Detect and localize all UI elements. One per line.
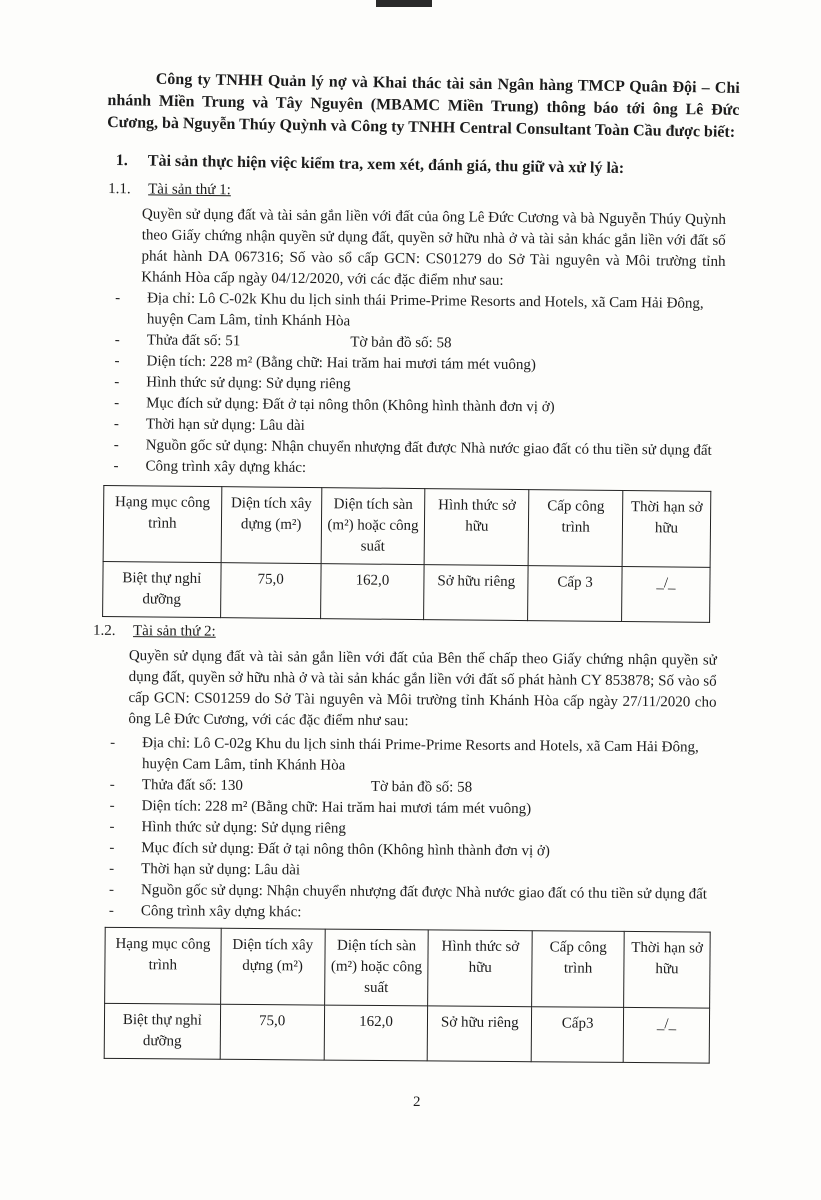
table-row	[104, 1003, 709, 1063]
intro-paragraph: Công ty TNHH Quản lý nợ và Khai thác tài sản Ngân hàng TMCP Quân Đội – Chi nhánh Miền Trung và Tây Nguyên (MBAMC Miền Trung) thông báo tới ông Lê Đức Cương, bà Nguyễn Thúy Quỳnh và Công ty TNHH Central Consultant Toàn Cầu được biết:	[107, 70, 740, 141]
header-cell: Diện tích xây dựng (m²)	[220, 928, 324, 1005]
asset-1-purpose: - Mục đích sử dụng: Đất ở tại nông thôn (Không hình thành đơn vị ở)	[128, 393, 726, 420]
asset-2-number: 1.2.	[92, 622, 116, 639]
asset-2-heading	[93, 623, 216, 641]
header-cell: Diện tích sàn (m²) hoặc công suất	[321, 488, 426, 565]
header-cell: Diện tích xây dựng (m²)	[221, 487, 322, 564]
asset-2-title: Tài sản thứ 2:	[132, 623, 216, 640]
asset-2-address: - Địa chỉ: Lô C-02g Khu du lịch sinh thái Prime-Prime Resorts and Hotels, xã Cam Hải Đông, huyện Cam Lâm, tỉnh Khánh Hòa	[124, 733, 724, 780]
asset-2-map-sheet: Tờ bản đồ số: 58	[370, 778, 473, 796]
asset-2-parcel: Thửa đất số: 130	[141, 777, 243, 794]
asset-2-term: - Thời hạn sử dụng: Lâu dài	[123, 859, 723, 885]
header-cell: Hình thức sở hữu	[425, 489, 530, 566]
header-cell: Hình thức sở hữu	[428, 930, 532, 1007]
asset-2-other-works: - Công trình xây dựng khác:	[123, 901, 723, 927]
table-cell: Sở hữu riêng	[428, 1006, 532, 1062]
header-cell: Cấp công trình	[532, 931, 624, 1008]
header-cell: Hạng mục công trình	[103, 486, 222, 563]
page-number: 2	[413, 1094, 421, 1110]
asset-1-title: Tài sản thứ 1:	[148, 181, 231, 199]
asset-1-parcel: Thửa đất số: 51	[146, 332, 241, 350]
header-cell: Thời hạn sở hữu	[624, 931, 711, 1008]
asset-2-details	[123, 733, 724, 927]
table-cell: Biệt thự nghỉ dưỡng	[104, 1003, 220, 1059]
header-cell: Cấp công trình	[528, 490, 623, 567]
asset-2-description: Quyền sử dụng đất và tài sản gắn liền với đất của Bên thế chấp theo Giấy chứng nhận quyền sử dụng đất, quyền sở hữu nhà ở và tài sản khác gắn liền với đất số phát hành CY 853878; Số vào sổ cấp GCN: CS01259 do Sở Tài nguyên và Môi trường tỉnh Khánh Hòa cấp ngày 27/11/2020 cho ông Lê Đức Cương, với các đặc điểm như sau:	[128, 648, 717, 730]
table-cell: Biệt thự nghỉ dưỡng	[103, 562, 221, 618]
asset-2-area: - Diện tích: 228 m² (Bằng chữ: Hai trăm hai mươi tám mét vuông)	[124, 796, 724, 822]
asset-1-area: - Diện tích: 228 m² (Bằng chữ: Hai trăm hai mươi tám mét vuông)	[128, 351, 726, 378]
asset-1-other-works: - Công trình xây dựng khác:	[127, 456, 725, 483]
table-header-row	[105, 927, 711, 1008]
table-cell: 162,0	[324, 1005, 428, 1061]
asset-1-map-sheet: Tờ bản đồ số: 58	[350, 334, 452, 352]
section-1-number: 1.	[115, 152, 128, 170]
asset-2-usage-form: - Hình thức sử dụng: Sử dụng riêng	[123, 817, 723, 843]
table-cell: Cấp3	[531, 1007, 623, 1063]
table-cell: 75,0	[220, 563, 320, 619]
header-cell: Thời hạn sở hữu	[622, 491, 711, 568]
asset-1-origin: - Nguồn gốc sử dụng: Nhận chuyển nhượng đất được Nhà nước giao đất có thu tiền sử dụng đất	[128, 435, 726, 462]
asset-1-address: - Địa chỉ: Lô C-02k Khu du lịch sinh thái Prime-Prime Resorts and Hotels, xã Cam Hải Đông, huyện Cam Lâm, tỉnh Khánh Hòa	[129, 288, 727, 336]
table-cell: 75,0	[220, 1004, 324, 1060]
asset-1-number: 1.1.	[108, 181, 131, 198]
asset-2-purpose: - Mục đích sử dụng: Đất ở tại nông thôn (Không hình thành đơn vị ở)	[123, 838, 723, 864]
asset-1-usage-form: - Hình thức sử dụng: Sử dụng riêng	[128, 372, 726, 399]
table-cell: _/_	[623, 1007, 709, 1063]
asset-1-term: - Thời hạn sử dụng: Lâu dài	[128, 414, 726, 441]
asset-2-origin: - Nguồn gốc sử dụng: Nhận chuyển nhượng đất được Nhà nước giao đất có thu tiền sử dụng đất	[123, 880, 723, 906]
asset-2-works-table	[104, 927, 711, 1064]
table-cell: _/_	[622, 566, 710, 622]
header-cell: Hạng mục công trình	[105, 927, 221, 1004]
table-cell: Cấp 3	[528, 566, 622, 622]
asset-1-description: Quyền sử dụng đất và tài sản gắn liền với đất của ông Lê Đức Cương và bà Nguyễn Thúy Quỳnh theo Giấy chứng nhận quyền sử dụng đất, quyền sở hữu nhà ở và tài sản khác gắn liền với đất số phát hành DA 067316; Số vào sổ cấp GCN: CS01279 do Sở Tài nguyên và Môi trường tỉnh Khánh Hòa cấp ngày 04/12/2020, với các đặc điểm như sau:	[141, 206, 726, 289]
table-cell: Sở hữu riêng	[424, 565, 528, 621]
section-1-title: Tài sản thực hiện việc kiểm tra, xem xét, đánh giá, thu giữ và xử lý là:	[147, 152, 625, 177]
header-cell: Diện tích sàn (m²) hoặc công suất	[324, 929, 428, 1006]
table-cell: 162,0	[320, 564, 424, 620]
